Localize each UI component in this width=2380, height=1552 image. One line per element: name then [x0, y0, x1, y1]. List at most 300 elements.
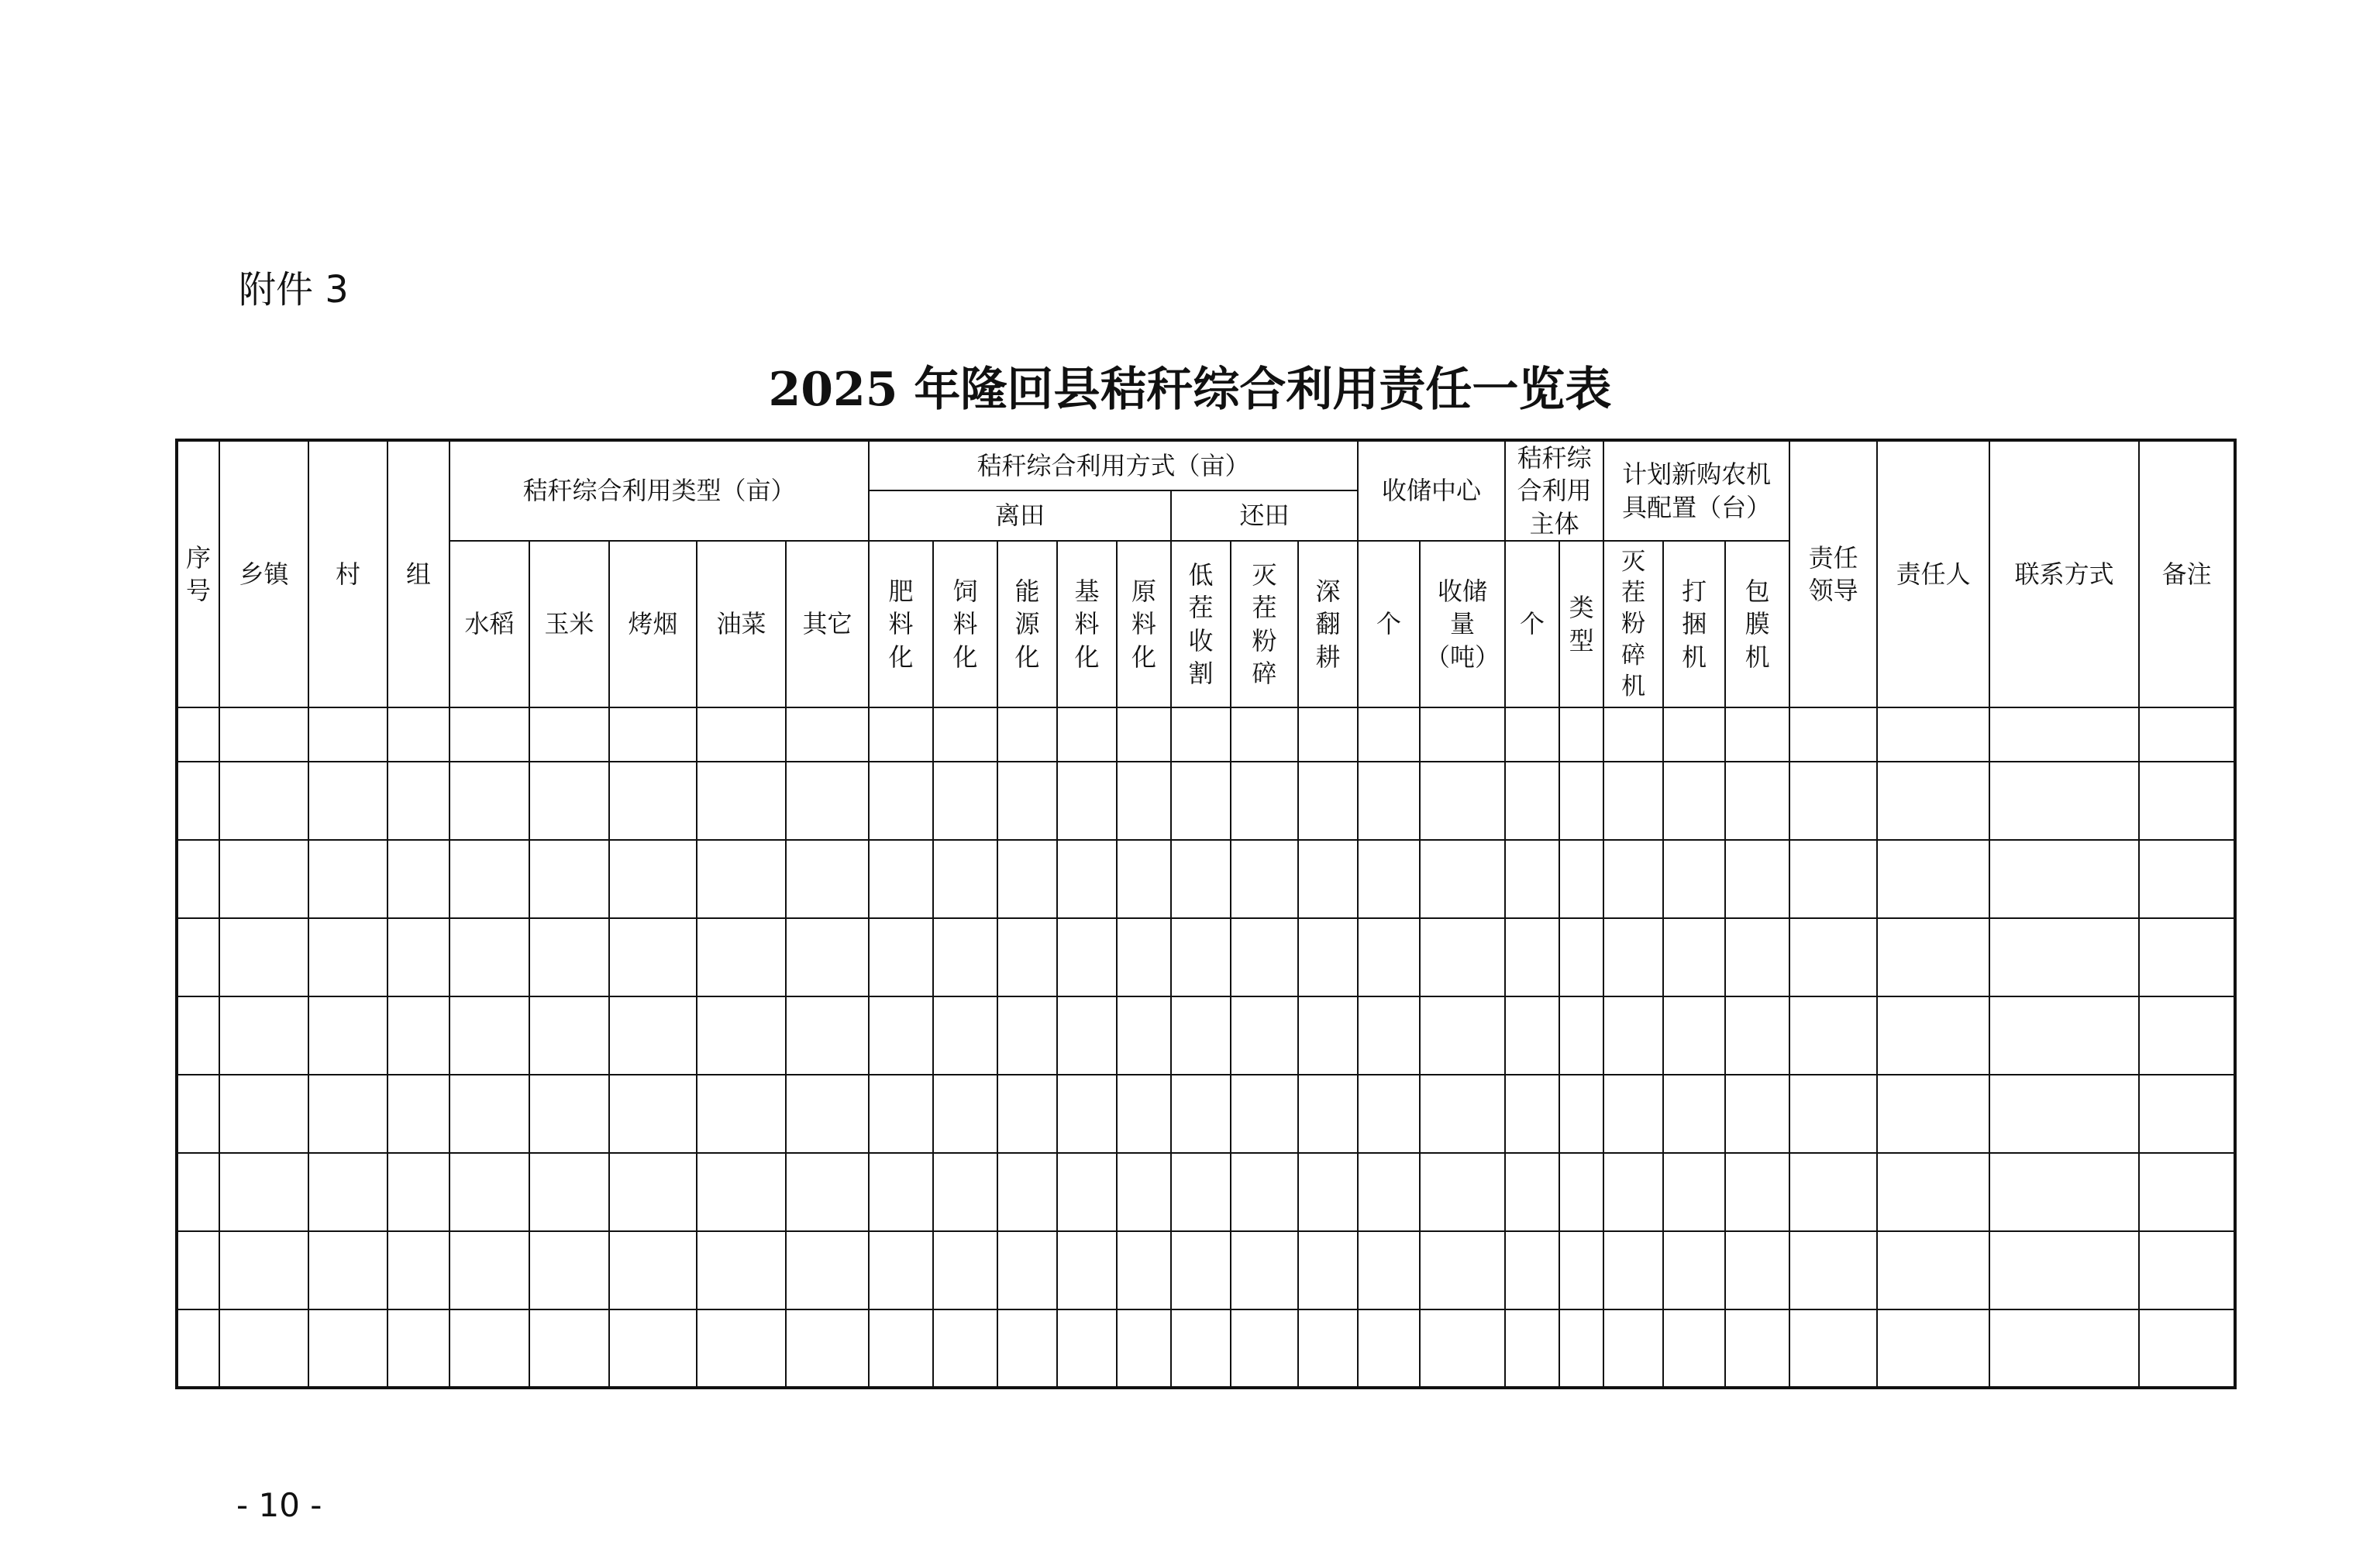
table-cell[interactable] — [1789, 1153, 1877, 1231]
header-storage-center: 收储中心 — [1358, 440, 1505, 541]
table-cell[interactable] — [529, 1231, 609, 1309]
table-cell[interactable] — [1171, 918, 1231, 996]
table-cell[interactable] — [219, 762, 308, 840]
table-cell[interactable] — [219, 996, 308, 1075]
table-cell[interactable] — [933, 840, 997, 918]
table-cell[interactable] — [449, 840, 529, 918]
header-responsible: 责任人 — [1877, 440, 1989, 707]
table-cell[interactable] — [1298, 1309, 1358, 1388]
table-cell[interactable] — [1358, 1309, 1420, 1388]
table-cell[interactable] — [997, 762, 1057, 840]
table-cell[interactable] — [387, 840, 449, 918]
table-cell[interactable] — [1789, 1231, 1877, 1309]
table-cell[interactable] — [1789, 996, 1877, 1075]
header-off-field-item: 肥 料 化 — [869, 541, 933, 707]
table-cell[interactable] — [786, 996, 869, 1075]
table-cell[interactable] — [1603, 840, 1663, 918]
header-return-field: 还田 — [1171, 490, 1358, 541]
table-cell[interactable] — [1171, 840, 1231, 918]
table-cell[interactable] — [177, 1231, 219, 1309]
table-cell[interactable] — [1117, 1231, 1171, 1309]
table-cell[interactable] — [1057, 840, 1117, 918]
header-storage-volume: 收储 量 （吨） — [1420, 541, 1505, 707]
table-cell[interactable] — [1231, 840, 1298, 918]
table-cell[interactable] — [1298, 918, 1358, 996]
table-cell[interactable] — [997, 918, 1057, 996]
table-cell[interactable] — [1725, 840, 1789, 918]
table-cell[interactable] — [1989, 1231, 2139, 1309]
table-cell[interactable] — [387, 996, 449, 1075]
table-cell[interactable] — [1231, 996, 1298, 1075]
table-cell[interactable] — [449, 918, 529, 996]
table-cell[interactable] — [1505, 1153, 1559, 1231]
table-cell[interactable] — [1789, 1075, 1877, 1153]
table-cell[interactable] — [1358, 1153, 1420, 1231]
table-cell[interactable] — [1171, 1153, 1231, 1231]
table-cell[interactable] — [1057, 762, 1117, 840]
table-cell[interactable] — [177, 1075, 219, 1153]
table-cell[interactable] — [219, 1309, 308, 1388]
table-cell[interactable] — [933, 1231, 997, 1309]
header-use-mode: 秸秆综合利用方式（亩） — [869, 440, 1358, 490]
table-cell[interactable] — [786, 707, 869, 762]
table-cell[interactable] — [869, 996, 933, 1075]
table-cell[interactable] — [1663, 1075, 1725, 1153]
table-cell[interactable] — [1057, 918, 1117, 996]
table-cell[interactable] — [609, 1075, 697, 1153]
table-cell[interactable] — [1877, 1309, 1989, 1388]
table-cell[interactable] — [697, 1153, 786, 1231]
table-cell[interactable] — [1231, 1231, 1298, 1309]
table-cell[interactable] — [1505, 1231, 1559, 1309]
table-cell[interactable] — [869, 762, 933, 840]
table-cell[interactable] — [1420, 996, 1505, 1075]
header-machine: 包 膜 机 — [1725, 541, 1789, 707]
table-cell[interactable] — [1877, 840, 1989, 918]
table-cell[interactable] — [1505, 1309, 1559, 1388]
table-cell[interactable] — [219, 1075, 308, 1153]
table-row — [177, 762, 2235, 840]
table-cell[interactable] — [869, 707, 933, 762]
table-cell[interactable] — [529, 707, 609, 762]
table-cell[interactable] — [1420, 1231, 1505, 1309]
table-cell[interactable] — [449, 707, 529, 762]
table-cell[interactable] — [308, 1309, 387, 1388]
table-cell[interactable] — [308, 840, 387, 918]
header-use-type: 秸秆综合利用类型（亩） — [449, 440, 869, 541]
table-cell[interactable] — [1725, 707, 1789, 762]
table-cell[interactable] — [1117, 918, 1171, 996]
table-cell[interactable] — [1171, 1309, 1231, 1388]
table-cell[interactable] — [1117, 1309, 1171, 1388]
table-cell[interactable] — [869, 1309, 933, 1388]
table-cell[interactable] — [933, 1153, 997, 1231]
header-storage-count: 个 — [1358, 541, 1420, 707]
table-cell[interactable] — [177, 918, 219, 996]
table-cell[interactable] — [697, 762, 786, 840]
table-cell[interactable] — [1989, 1153, 2139, 1231]
table-cell[interactable] — [609, 762, 697, 840]
table-cell[interactable] — [1231, 1153, 1298, 1231]
table-cell[interactable] — [1603, 996, 1663, 1075]
table-cell[interactable] — [933, 1309, 997, 1388]
header-off-field-item: 能 源 化 — [997, 541, 1057, 707]
header-return-item: 低 茬 收 割 — [1171, 541, 1231, 707]
header-village: 村 — [308, 440, 387, 707]
table-cell[interactable] — [1663, 707, 1725, 762]
table-row — [177, 1309, 2235, 1388]
table-cell[interactable] — [529, 918, 609, 996]
table-cell[interactable] — [869, 1075, 933, 1153]
table-cell[interactable] — [1989, 1309, 2139, 1388]
header-machine: 灭 茬 粉 碎 机 — [1603, 541, 1663, 707]
header-crop: 玉米 — [529, 541, 609, 707]
table-cell[interactable] — [529, 996, 609, 1075]
header-return-item: 灭 茬 粉 碎 — [1231, 541, 1298, 707]
table-cell[interactable] — [308, 996, 387, 1075]
header-body-type: 类 型 — [1559, 541, 1603, 707]
table-cell[interactable] — [1877, 1153, 1989, 1231]
table-cell[interactable] — [1663, 918, 1725, 996]
table-cell[interactable] — [219, 1153, 308, 1231]
table-cell[interactable] — [387, 1231, 449, 1309]
table-cell[interactable] — [1559, 1231, 1603, 1309]
table-row — [177, 1075, 2235, 1153]
table-cell[interactable] — [1298, 707, 1358, 762]
table-cell[interactable] — [1117, 1153, 1171, 1231]
header-body-count: 个 — [1505, 541, 1559, 707]
header-crop: 其它 — [786, 541, 869, 707]
table-cell[interactable] — [1117, 996, 1171, 1075]
table-cell[interactable] — [449, 996, 529, 1075]
table-cell[interactable] — [1989, 840, 2139, 918]
table-cell[interactable] — [869, 1153, 933, 1231]
table-cell[interactable] — [308, 707, 387, 762]
table-cell[interactable] — [1505, 918, 1559, 996]
header-main-body: 秸秆综 合利用 主体 — [1505, 440, 1603, 541]
table-cell[interactable] — [697, 1231, 786, 1309]
table-cell[interactable] — [308, 918, 387, 996]
table-cell[interactable] — [1789, 762, 1877, 840]
table-cell[interactable] — [1057, 1075, 1117, 1153]
table-cell[interactable] — [933, 918, 997, 996]
table-cell[interactable] — [1603, 1075, 1663, 1153]
table-cell[interactable] — [2139, 996, 2235, 1075]
table-cell[interactable] — [1663, 840, 1725, 918]
table-cell[interactable] — [997, 1231, 1057, 1309]
table-cell[interactable] — [609, 1231, 697, 1309]
table-cell[interactable] — [1877, 1075, 1989, 1153]
table-cell[interactable] — [1117, 840, 1171, 918]
header-contact: 联系方式 — [1989, 440, 2139, 707]
table-cell[interactable] — [1877, 1231, 1989, 1309]
table-cell[interactable] — [1505, 1075, 1559, 1153]
header-crop: 油菜 — [697, 541, 786, 707]
table-cell[interactable] — [1725, 1153, 1789, 1231]
table-cell[interactable] — [997, 707, 1057, 762]
table-cell[interactable] — [933, 762, 997, 840]
table-cell[interactable] — [177, 762, 219, 840]
table-cell[interactable] — [1358, 1075, 1420, 1153]
header-group: 组 — [387, 440, 449, 707]
table-cell[interactable] — [786, 1231, 869, 1309]
table-cell[interactable] — [933, 707, 997, 762]
header-off-field-item: 基 料 化 — [1057, 541, 1117, 707]
table-cell[interactable] — [1117, 1075, 1171, 1153]
table-cell[interactable] — [2139, 1075, 2235, 1153]
table-cell[interactable] — [1725, 1231, 1789, 1309]
table-row — [177, 1231, 2235, 1309]
table-cell[interactable] — [1171, 996, 1231, 1075]
table-cell[interactable] — [697, 840, 786, 918]
table-cell[interactable] — [1789, 918, 1877, 996]
table-cell[interactable] — [1989, 1075, 2139, 1153]
table-cell[interactable] — [387, 1075, 449, 1153]
table-cell[interactable] — [177, 707, 219, 762]
table-cell[interactable] — [1725, 918, 1789, 996]
header-leader: 责任 领导 — [1789, 440, 1877, 707]
table-cell[interactable] — [1505, 996, 1559, 1075]
table-row — [177, 840, 2235, 918]
header-seq: 序 号 — [177, 440, 219, 707]
table-cell[interactable] — [1420, 840, 1505, 918]
header-off-field-item: 原 料 化 — [1117, 541, 1171, 707]
table-cell[interactable] — [1171, 1075, 1231, 1153]
table-cell[interactable] — [2139, 918, 2235, 996]
table-cell[interactable] — [1057, 1231, 1117, 1309]
table-cell[interactable] — [177, 1309, 219, 1388]
table-cell[interactable] — [308, 1075, 387, 1153]
table-cell[interactable] — [2139, 1309, 2235, 1388]
table-cell[interactable] — [177, 840, 219, 918]
table-cell[interactable] — [697, 996, 786, 1075]
responsibility-table — [175, 439, 2237, 1389]
table-cell[interactable] — [1420, 1075, 1505, 1153]
table-cell[interactable] — [387, 1153, 449, 1231]
attachment-label: 附件 3 — [239, 268, 349, 311]
table-cell[interactable] — [609, 918, 697, 996]
table-cell[interactable] — [1420, 918, 1505, 996]
table-cell[interactable] — [1057, 1153, 1117, 1231]
page-number: - 10 - — [236, 1486, 322, 1524]
table-cell[interactable] — [1559, 707, 1603, 762]
table-cell[interactable] — [449, 1231, 529, 1309]
table-cell[interactable] — [308, 1153, 387, 1231]
table-cell[interactable] — [1603, 762, 1663, 840]
table-cell[interactable] — [697, 1075, 786, 1153]
header-off-field-item: 饲 料 化 — [933, 541, 997, 707]
table-cell[interactable] — [1663, 1231, 1725, 1309]
table-cell[interactable] — [1420, 1153, 1505, 1231]
table-cell[interactable] — [1231, 918, 1298, 996]
table-cell[interactable] — [1877, 707, 1989, 762]
table-cell[interactable] — [786, 840, 869, 918]
header-remarks: 备注 — [2139, 440, 2235, 707]
table-cell[interactable] — [219, 918, 308, 996]
table-cell[interactable] — [1171, 1231, 1231, 1309]
table-cell[interactable] — [449, 1309, 529, 1388]
table-cell[interactable] — [786, 1075, 869, 1153]
table-cell[interactable] — [1789, 707, 1877, 762]
table-cell[interactable] — [697, 1309, 786, 1388]
table-cell[interactable] — [1559, 762, 1603, 840]
table-cell[interactable] — [387, 1309, 449, 1388]
table-cell[interactable] — [529, 1309, 609, 1388]
table-cell[interactable] — [219, 707, 308, 762]
table-cell[interactable] — [1231, 762, 1298, 840]
table-cell[interactable] — [1171, 707, 1231, 762]
table-cell[interactable] — [177, 996, 219, 1075]
table-cell[interactable] — [1057, 1309, 1117, 1388]
table-cell[interactable] — [1420, 762, 1505, 840]
table-cell[interactable] — [933, 1075, 997, 1153]
table-cell[interactable] — [1663, 996, 1725, 1075]
table-cell[interactable] — [1725, 996, 1789, 1075]
table-cell[interactable] — [1663, 762, 1725, 840]
table-cell[interactable] — [1420, 707, 1505, 762]
header-return-item: 深 翻 耕 — [1298, 541, 1358, 707]
table-cell[interactable] — [1358, 918, 1420, 996]
table-cell[interactable] — [529, 840, 609, 918]
table-cell[interactable] — [997, 1075, 1057, 1153]
table-cell[interactable] — [1358, 996, 1420, 1075]
table-cell[interactable] — [1989, 707, 2139, 762]
table-cell[interactable] — [997, 1153, 1057, 1231]
table-cell[interactable] — [1559, 1153, 1603, 1231]
table-cell[interactable] — [869, 840, 933, 918]
table-cell[interactable] — [1358, 840, 1420, 918]
table-cell[interactable] — [387, 762, 449, 840]
table-cell[interactable] — [1420, 1309, 1505, 1388]
table-cell[interactable] — [1603, 918, 1663, 996]
table-cell[interactable] — [1298, 840, 1358, 918]
table-cell[interactable] — [869, 918, 933, 996]
header-machine: 打 捆 机 — [1663, 541, 1725, 707]
table-cell[interactable] — [529, 1075, 609, 1153]
table-cell[interactable] — [786, 1309, 869, 1388]
header-crop: 水稻 — [449, 541, 529, 707]
table-row — [177, 918, 2235, 996]
table-cell[interactable] — [2139, 1153, 2235, 1231]
table-cell[interactable] — [1789, 1309, 1877, 1388]
table-cell[interactable] — [1505, 762, 1559, 840]
table-cell[interactable] — [997, 1309, 1057, 1388]
table-cell[interactable] — [1559, 840, 1603, 918]
table-cell[interactable] — [2139, 840, 2235, 918]
table-cell[interactable] — [1358, 707, 1420, 762]
table-cell[interactable] — [997, 840, 1057, 918]
table-cell[interactable] — [1877, 918, 1989, 996]
table-cell[interactable] — [933, 996, 997, 1075]
table-cell[interactable] — [1725, 1309, 1789, 1388]
table-row — [177, 996, 2235, 1075]
table-cell[interactable] — [449, 1075, 529, 1153]
table-cell[interactable] — [786, 1153, 869, 1231]
table-cell[interactable] — [529, 1153, 609, 1231]
table-cell[interactable] — [997, 996, 1057, 1075]
table-cell[interactable] — [219, 840, 308, 918]
table-cell[interactable] — [1725, 762, 1789, 840]
table-cell[interactable] — [1298, 762, 1358, 840]
table-cell[interactable] — [1171, 762, 1231, 840]
table-cell[interactable] — [1603, 1309, 1663, 1388]
table-cell[interactable] — [1789, 840, 1877, 918]
table-cell[interactable] — [1231, 1075, 1298, 1153]
document-title: 2025 年隆回县秸秆综合利用责任一览表 — [768, 363, 1612, 417]
header-town: 乡镇 — [219, 440, 308, 707]
table-cell[interactable] — [529, 762, 609, 840]
table-cell[interactable] — [1663, 1153, 1725, 1231]
table-cell[interactable] — [609, 1309, 697, 1388]
table-cell[interactable] — [2139, 1231, 2235, 1309]
table-cell[interactable] — [1298, 1231, 1358, 1309]
table-cell[interactable] — [609, 996, 697, 1075]
table-cell[interactable] — [219, 1231, 308, 1309]
table-cell[interactable] — [1603, 1153, 1663, 1231]
table-cell[interactable] — [697, 707, 786, 762]
table-cell[interactable] — [869, 1231, 933, 1309]
table-cell[interactable] — [1603, 707, 1663, 762]
table-cell[interactable] — [449, 1153, 529, 1231]
table-cell[interactable] — [609, 707, 697, 762]
header-planned-machinery: 计划新购农机 具配置（台） — [1603, 440, 1789, 541]
header-off-field: 离田 — [869, 490, 1171, 541]
table-cell[interactable] — [1231, 1309, 1298, 1388]
table-cell[interactable] — [1057, 707, 1117, 762]
table-cell[interactable] — [1663, 1309, 1725, 1388]
table-cell[interactable] — [609, 840, 697, 918]
table-cell[interactable] — [1358, 1231, 1420, 1309]
table-cell[interactable] — [177, 1153, 219, 1231]
table-cell[interactable] — [1559, 996, 1603, 1075]
table-cell[interactable] — [308, 762, 387, 840]
table-cell[interactable] — [308, 1231, 387, 1309]
table-cell[interactable] — [2139, 762, 2235, 840]
table-cell[interactable] — [1877, 762, 1989, 840]
table-cell[interactable] — [1559, 1075, 1603, 1153]
table-cell[interactable] — [1725, 1075, 1789, 1153]
table-cell[interactable] — [697, 918, 786, 996]
table-cell[interactable] — [1505, 707, 1559, 762]
table-cell[interactable] — [387, 918, 449, 996]
table-cell[interactable] — [1298, 996, 1358, 1075]
table-cell[interactable] — [1057, 996, 1117, 1075]
table-cell[interactable] — [1358, 762, 1420, 840]
table-cell[interactable] — [609, 1153, 697, 1231]
table-cell[interactable] — [1298, 1075, 1358, 1153]
table-row — [177, 1153, 2235, 1231]
table-cell[interactable] — [1505, 840, 1559, 918]
table-cell[interactable] — [1989, 762, 2139, 840]
table-cell[interactable] — [2139, 707, 2235, 762]
table-cell[interactable] — [1603, 1231, 1663, 1309]
table-cell[interactable] — [786, 918, 869, 996]
table-cell[interactable] — [1559, 1309, 1603, 1388]
table-row — [177, 707, 2235, 762]
table-cell[interactable] — [387, 707, 449, 762]
table-cell[interactable] — [1559, 918, 1603, 996]
table-cell[interactable] — [449, 762, 529, 840]
table-cell[interactable] — [1989, 996, 2139, 1075]
table-cell[interactable] — [1117, 707, 1171, 762]
table-cell[interactable] — [1117, 762, 1171, 840]
table-cell[interactable] — [1877, 996, 1989, 1075]
table-cell[interactable] — [786, 762, 869, 840]
table-cell[interactable] — [1231, 707, 1298, 762]
table-cell[interactable] — [1989, 918, 2139, 996]
header-crop: 烤烟 — [609, 541, 697, 707]
table-cell[interactable] — [1298, 1153, 1358, 1231]
